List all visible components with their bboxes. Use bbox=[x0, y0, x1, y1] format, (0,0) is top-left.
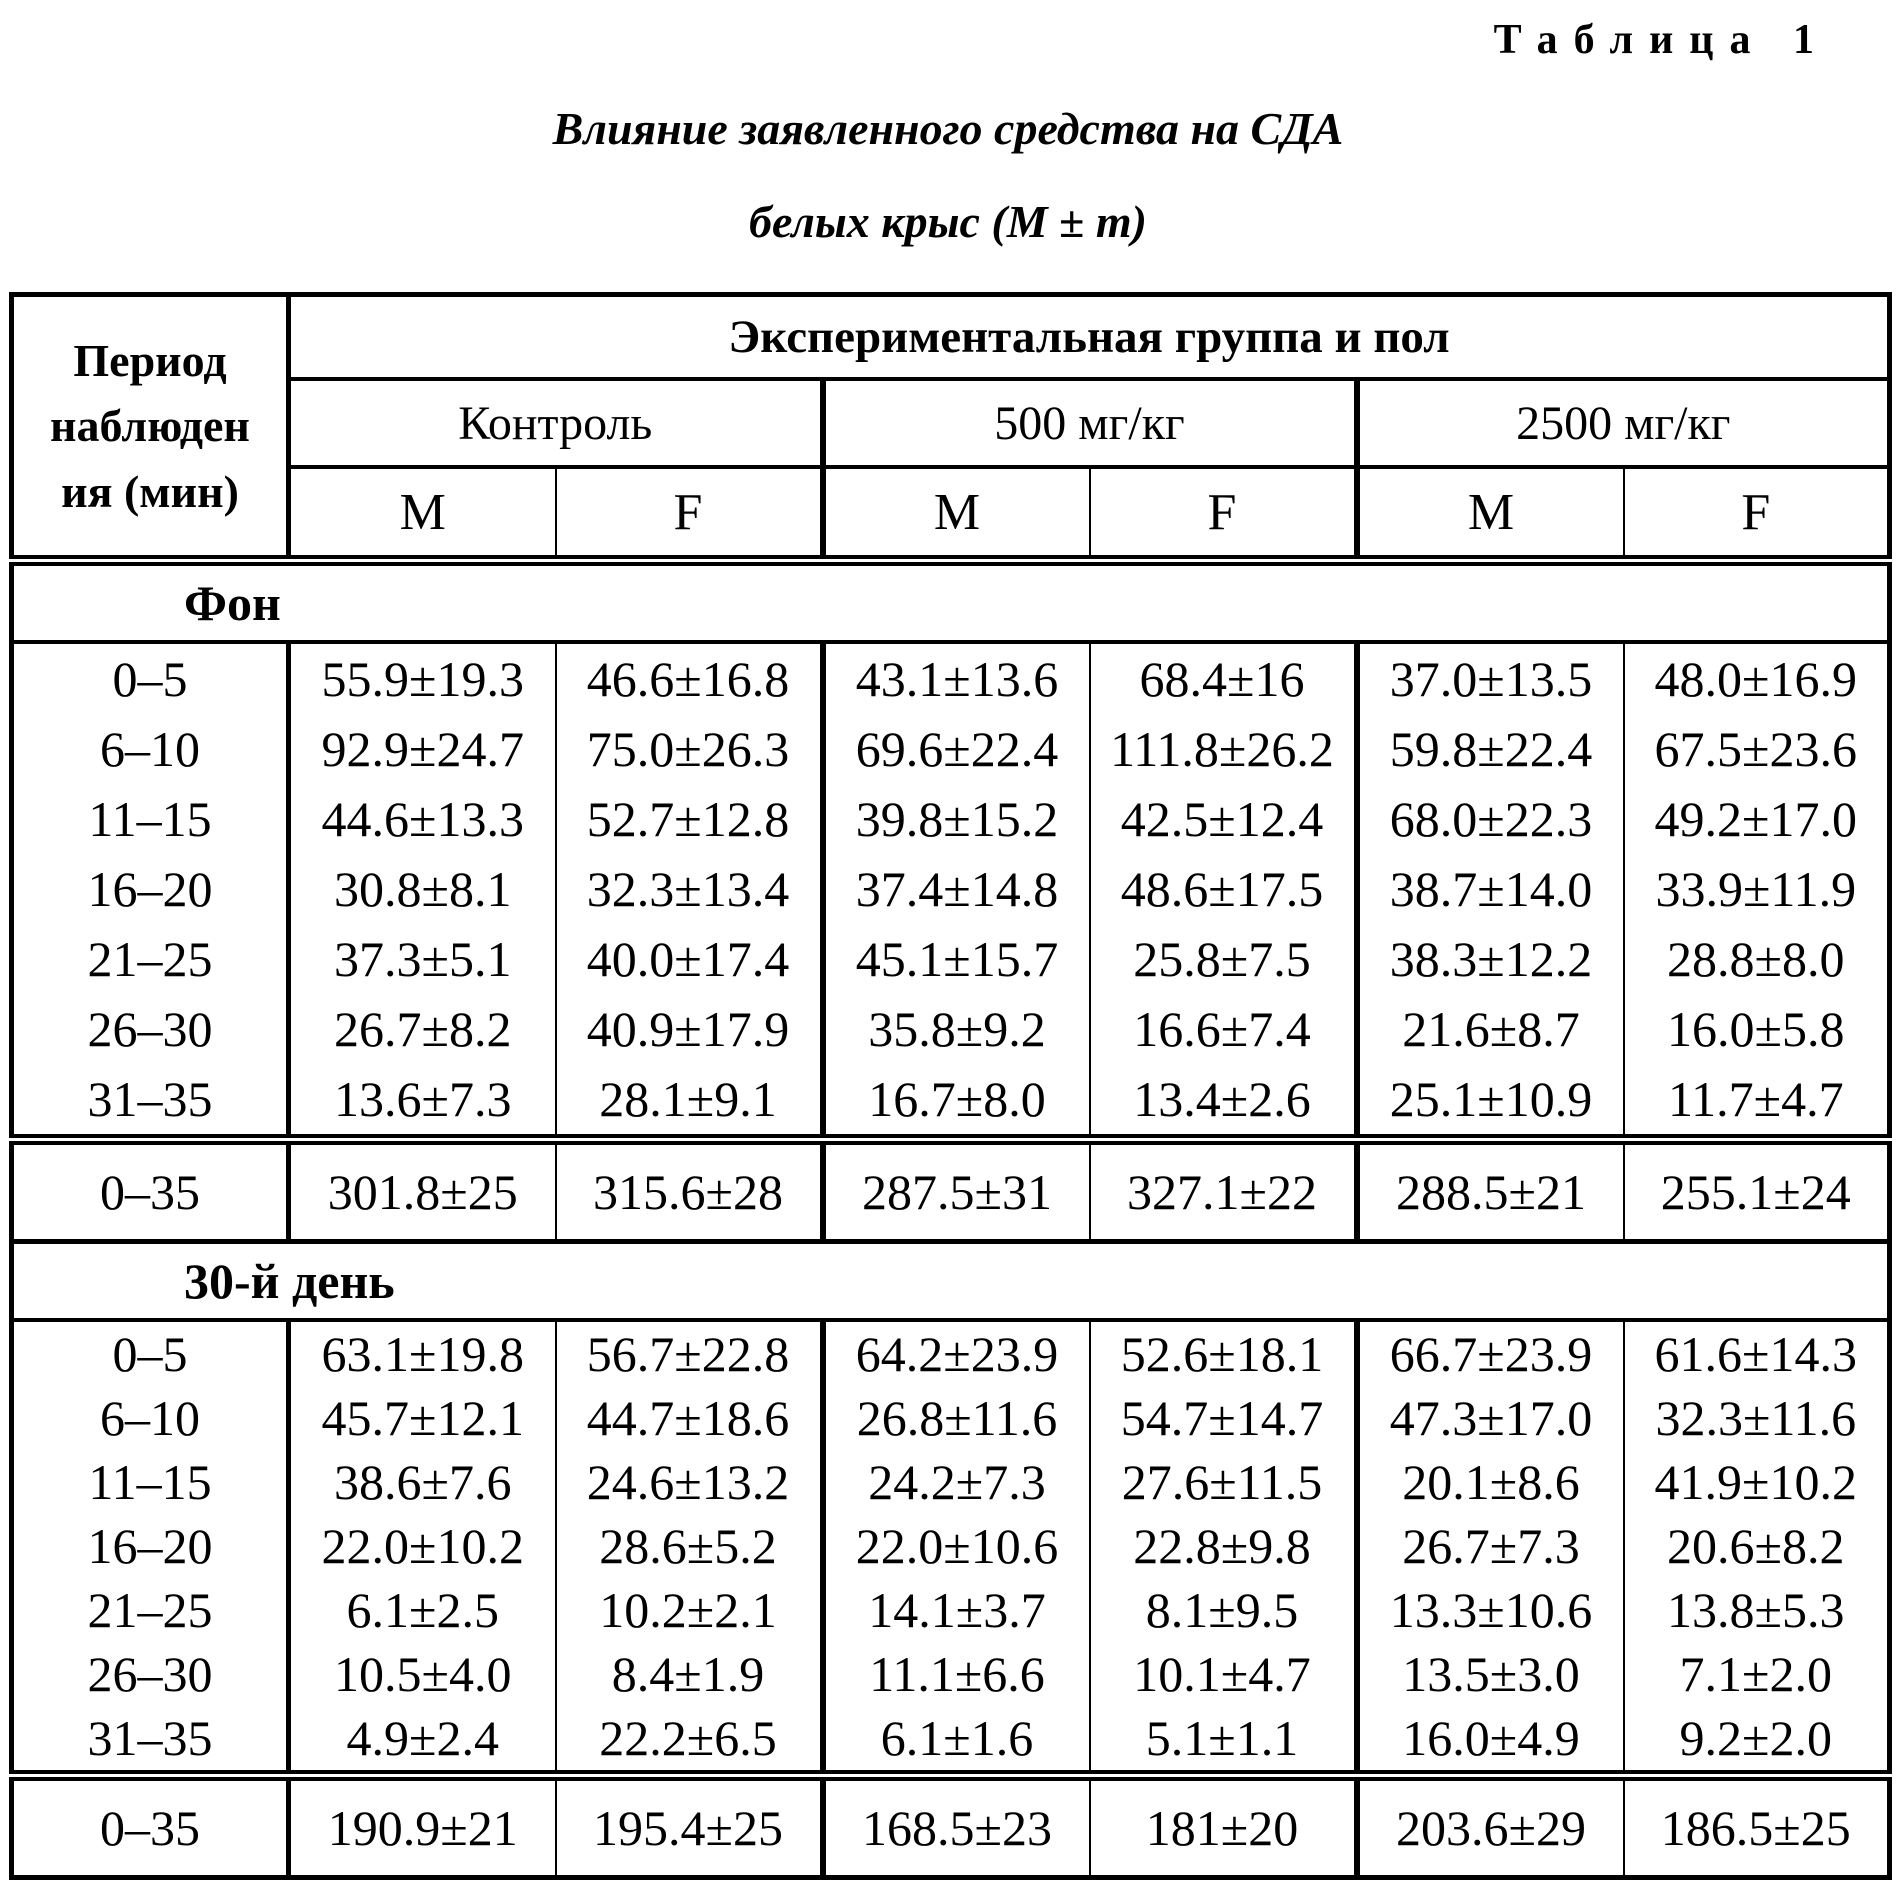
value-cell: 45.7±12.1 bbox=[289, 1386, 556, 1450]
table-row bbox=[12, 1706, 1890, 1776]
value-cell: 44.6±13.3 bbox=[289, 784, 556, 854]
value-cell: 28.8±8.0 bbox=[1667, 931, 1845, 987]
value-cell: 16.6±7.4 bbox=[1090, 994, 1357, 1064]
value-cell: 47.3±17.0 bbox=[1357, 1386, 1624, 1450]
value-cell: 24.6±13.2 bbox=[556, 1450, 823, 1514]
value-cell: 32.3±11.6 bbox=[1655, 1390, 1857, 1446]
value-cell: 54.7±14.7 bbox=[1090, 1386, 1357, 1450]
period-cell: 31–35 bbox=[12, 1064, 289, 1140]
header-row-sex bbox=[12, 467, 1890, 561]
value-cell: 49.2±17.0 bbox=[1654, 791, 1857, 847]
group-header-2500mgkg: 2500 мг/кг bbox=[1357, 379, 1890, 467]
value-cell: 13.4±2.6 bbox=[1090, 1064, 1357, 1140]
period-cell: 16–20 bbox=[12, 1514, 289, 1578]
value-cell: 10.5±4.0 bbox=[289, 1642, 556, 1706]
value-cell: 27.6±11.5 bbox=[1090, 1450, 1357, 1514]
table-row bbox=[12, 1320, 1890, 1386]
table-row bbox=[12, 994, 1890, 1064]
value-cell: 40.0±17.4 bbox=[556, 924, 823, 994]
table-row bbox=[12, 1578, 1890, 1642]
value-cell: 14.1±3.7 bbox=[823, 1578, 1090, 1642]
section-day30 bbox=[12, 1242, 1890, 1878]
table-row bbox=[12, 1386, 1890, 1450]
value-cell: 13.3±10.6 bbox=[1357, 1578, 1624, 1642]
value-cell: 13.8±5.3 bbox=[1667, 1582, 1845, 1638]
header-row-title bbox=[12, 295, 1890, 380]
table-caption-line2: белых крыс (М ± m) bbox=[749, 196, 1147, 247]
value-cell: 68.0±22.3 bbox=[1357, 784, 1624, 854]
value-cell: 45.1±15.7 bbox=[823, 924, 1090, 994]
value-cell: 26.8±11.6 bbox=[823, 1386, 1090, 1450]
total-value-cell: 190.9±21 bbox=[289, 1776, 556, 1878]
table-row bbox=[12, 642, 1890, 714]
section-header-row bbox=[12, 1242, 1890, 1321]
value-cell: 35.8±9.2 bbox=[823, 994, 1090, 1064]
period-header-line2: наблюден bbox=[50, 400, 250, 452]
value-cell: 56.7±22.8 bbox=[556, 1320, 823, 1386]
period-cell: 6–10 bbox=[12, 714, 289, 784]
value-cell: 5.1±1.1 bbox=[1090, 1706, 1357, 1776]
period-cell: 26–30 bbox=[12, 994, 289, 1064]
value-cell: 46.6±16.8 bbox=[556, 642, 823, 714]
period-cell: 0–5 bbox=[12, 1320, 289, 1386]
value-cell: 9.2±2.0 bbox=[1679, 1710, 1832, 1766]
total-value-cell: 315.6±28 bbox=[556, 1140, 823, 1242]
value-cell: 10.2±2.1 bbox=[556, 1578, 823, 1642]
value-cell: 39.8±15.2 bbox=[823, 784, 1090, 854]
value-cell: 26.7±8.2 bbox=[289, 994, 556, 1064]
table-row bbox=[12, 1450, 1890, 1514]
value-cell: 6.1±1.6 bbox=[823, 1706, 1090, 1776]
value-cell: 20.6±8.2 bbox=[1667, 1518, 1845, 1574]
total-value-cell: 255.1±24 bbox=[1624, 1140, 1890, 1242]
value-cell: 16.0±5.8 bbox=[1667, 1001, 1845, 1057]
period-cell: 26–30 bbox=[12, 1642, 289, 1706]
table-caption-line1: Влияние заявленного средства на СДА bbox=[552, 103, 1344, 154]
value-cell: 22.8±9.8 bbox=[1090, 1514, 1357, 1578]
value-cell: 40.9±17.9 bbox=[556, 994, 823, 1064]
value-cell: 6.1±2.5 bbox=[289, 1578, 556, 1642]
value-cell: 38.6±7.6 bbox=[289, 1450, 556, 1514]
period-cell: 0–35 bbox=[12, 1140, 289, 1242]
total-value-cell: 288.5±21 bbox=[1357, 1140, 1624, 1242]
value-cell: 20.1±8.6 bbox=[1357, 1450, 1624, 1514]
value-cell: 67.5±23.6 bbox=[1654, 721, 1857, 777]
sex-header-500-f: F bbox=[1090, 467, 1357, 561]
sex-header-control-f: F bbox=[556, 467, 823, 561]
value-cell: 38.3±12.2 bbox=[1357, 924, 1624, 994]
value-cell: 48.0±16.9 bbox=[1654, 651, 1857, 707]
period-cell: 31–35 bbox=[12, 1706, 289, 1776]
period-cell: 6–10 bbox=[12, 1386, 289, 1450]
value-cell: 4.9±2.4 bbox=[289, 1706, 556, 1776]
total-value-cell: 301.8±25 bbox=[289, 1140, 556, 1242]
value-cell: 28.6±5.2 bbox=[556, 1514, 823, 1578]
value-cell: 28.1±9.1 bbox=[556, 1064, 823, 1140]
total-value-cell: 327.1±22 bbox=[1090, 1140, 1357, 1242]
total-value-cell: 186.5±25 bbox=[1624, 1776, 1890, 1878]
table-row bbox=[12, 784, 1890, 854]
value-cell: 8.1±9.5 bbox=[1090, 1578, 1357, 1642]
value-cell: 10.1±4.7 bbox=[1090, 1642, 1357, 1706]
table-row bbox=[12, 924, 1890, 994]
sex-header-2500-f: F bbox=[1624, 467, 1890, 561]
value-cell: 59.8±22.4 bbox=[1357, 714, 1624, 784]
period-cell: 11–15 bbox=[12, 784, 289, 854]
value-cell: 25.1±10.9 bbox=[1357, 1064, 1624, 1140]
sex-header-500-m: М bbox=[823, 467, 1090, 561]
value-cell: 48.6±17.5 bbox=[1090, 854, 1357, 924]
period-cell: 0–5 bbox=[12, 642, 289, 714]
period-cell: 21–25 bbox=[12, 924, 289, 994]
section-header-row bbox=[12, 561, 1890, 643]
value-cell: 22.0±10.6 bbox=[823, 1514, 1090, 1578]
value-cell: 92.9±24.7 bbox=[289, 714, 556, 784]
results-table bbox=[9, 292, 1892, 1880]
value-cell: 52.6±18.1 bbox=[1090, 1320, 1357, 1386]
value-cell: 16.0±4.9 bbox=[1357, 1706, 1624, 1776]
value-cell: 111.8±26.2 bbox=[1090, 714, 1357, 784]
table-header bbox=[12, 295, 1890, 561]
sex-header-2500-m: М bbox=[1357, 467, 1624, 561]
value-cell: 37.0±13.5 bbox=[1357, 642, 1624, 714]
total-value-cell: 168.5±23 bbox=[823, 1776, 1090, 1878]
section-fon bbox=[12, 561, 1890, 1242]
value-cell: 66.7±23.9 bbox=[1357, 1320, 1624, 1386]
table-row bbox=[12, 1514, 1890, 1578]
value-cell: 22.2±6.5 bbox=[556, 1706, 823, 1776]
value-cell: 41.9±10.2 bbox=[1654, 1454, 1857, 1510]
value-cell: 69.6±22.4 bbox=[823, 714, 1090, 784]
section-title: 30-й день bbox=[12, 1242, 1890, 1321]
period-cell: 11–15 bbox=[12, 1450, 289, 1514]
value-cell: 75.0±26.3 bbox=[556, 714, 823, 784]
value-cell: 68.4±16 bbox=[1090, 642, 1357, 714]
value-cell: 8.4±1.9 bbox=[556, 1642, 823, 1706]
value-cell: 43.1±13.6 bbox=[823, 642, 1090, 714]
sex-header-control-m: М bbox=[289, 467, 556, 561]
value-cell: 61.6±14.3 bbox=[1654, 1326, 1857, 1382]
totals-row bbox=[12, 1140, 1890, 1242]
table-row bbox=[12, 1064, 1890, 1140]
group-header-control: Контроль bbox=[289, 379, 823, 467]
period-column-header bbox=[12, 295, 289, 561]
table-number-label: Таблица 1 bbox=[1493, 17, 1830, 63]
value-cell: 38.7±14.0 bbox=[1357, 854, 1624, 924]
table-row bbox=[12, 854, 1890, 924]
value-cell: 22.0±10.2 bbox=[289, 1514, 556, 1578]
total-value-cell: 181±20 bbox=[1090, 1776, 1357, 1878]
experimental-group-header: Экспериментальная группа и пол bbox=[289, 295, 1890, 380]
value-cell: 13.5±3.0 bbox=[1357, 1642, 1624, 1706]
total-value-cell: 195.4±25 bbox=[556, 1776, 823, 1878]
value-cell: 13.6±7.3 bbox=[289, 1064, 556, 1140]
value-cell: 33.9±11.9 bbox=[1655, 861, 1857, 917]
value-cell: 44.7±18.6 bbox=[556, 1386, 823, 1450]
totals-row bbox=[12, 1776, 1890, 1878]
total-value-cell: 203.6±29 bbox=[1357, 1776, 1624, 1878]
group-header-500mgkg: 500 мг/кг bbox=[823, 379, 1357, 467]
value-cell: 25.8±7.5 bbox=[1090, 924, 1357, 994]
value-cell: 11.1±6.6 bbox=[823, 1642, 1090, 1706]
header-row-groups bbox=[12, 379, 1890, 467]
value-cell: 37.4±14.8 bbox=[823, 854, 1090, 924]
period-header-line1: Период bbox=[73, 335, 227, 387]
value-cell: 63.1±19.8 bbox=[289, 1320, 556, 1386]
value-cell: 42.5±12.4 bbox=[1090, 784, 1357, 854]
value-cell: 64.2±23.9 bbox=[823, 1320, 1090, 1386]
value-cell: 55.9±19.3 bbox=[289, 642, 556, 714]
total-value-cell: 287.5±31 bbox=[823, 1140, 1090, 1242]
value-cell: 24.2±7.3 bbox=[823, 1450, 1090, 1514]
period-cell: 0–35 bbox=[12, 1776, 289, 1878]
table-row bbox=[12, 714, 1890, 784]
period-cell: 21–25 bbox=[12, 1578, 289, 1642]
document-page bbox=[0, 16, 1896, 1880]
value-cell: 52.7±12.8 bbox=[556, 784, 823, 854]
value-cell: 30.8±8.1 bbox=[289, 854, 556, 924]
value-cell: 16.7±8.0 bbox=[823, 1064, 1090, 1140]
table-row bbox=[12, 1642, 1890, 1706]
period-header-line3: ия (мин) bbox=[61, 465, 239, 517]
period-cell: 16–20 bbox=[12, 854, 289, 924]
value-cell: 11.7±4.7 bbox=[1667, 1071, 1844, 1127]
value-cell: 26.7±7.3 bbox=[1357, 1514, 1624, 1578]
value-cell: 37.3±5.1 bbox=[289, 924, 556, 994]
value-cell: 7.1±2.0 bbox=[1679, 1646, 1832, 1702]
section-title: Фон bbox=[12, 561, 1890, 643]
value-cell: 32.3±13.4 bbox=[556, 854, 823, 924]
value-cell: 21.6±8.7 bbox=[1357, 994, 1624, 1064]
